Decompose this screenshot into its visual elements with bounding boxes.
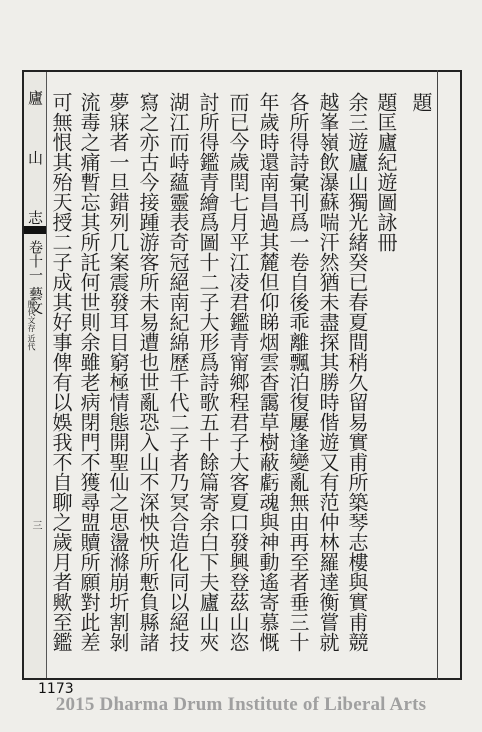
text-column: 各所得詩彙刊爲一卷自後乖離飄泊復屢逢變亂無由再至者垂三十 bbox=[286, 92, 310, 652]
text-column: 年歲時還南昌過其麓但仰睇烟雲杳靄草樹蔽虧魂與神動遙寄慕慨 bbox=[256, 92, 280, 652]
header-divider bbox=[437, 70, 438, 680]
gutter-book-char-2: 山 bbox=[26, 150, 44, 165]
text-column: 可無恨其殆天授二子成其好事俾有以娛我不自聊之歲月者歟至鑑 bbox=[49, 92, 73, 652]
text-column: 湖江而峙蘊靈表奇冠絕南紀綿歷千代二子者乃冥合造化同以絕技 bbox=[166, 92, 190, 652]
text-column: 越峯嶺飲瀑蘇喘汗然猶未盡探其勝時偕遊又有范仲林羅達衡嘗就 bbox=[316, 92, 340, 652]
gutter-subsection: 歷代文存 近代 bbox=[27, 300, 36, 351]
gutter-divider bbox=[46, 72, 47, 678]
right-rule bbox=[460, 70, 462, 680]
text-column: 夢寐者一旦錯列几案震發耳目窮極情態開聖仙之思盪滌崩圻割剝 bbox=[106, 92, 130, 652]
genre-label: 題 bbox=[409, 92, 433, 112]
gutter-book-char-3: 志 bbox=[26, 210, 44, 225]
gutter-band bbox=[24, 226, 46, 234]
text-column: 而已今歲閏七月平江凌君鑑青甯鄉程君子大客夏口發興登茲山恣 bbox=[226, 92, 250, 652]
watermark: 2015 Dharma Drum Institute of Liberal Arts bbox=[55, 694, 427, 715]
top-rule bbox=[22, 70, 462, 72]
text-column-title: 題匡廬紀遊圖詠冊 bbox=[374, 92, 398, 252]
gutter-folio: 三 bbox=[30, 520, 41, 530]
text-column: 寫之亦古今接踵游客所未易遭也世亂恐入山不深怏怏所慙負縣諸 bbox=[136, 92, 160, 652]
page-number: 1173 bbox=[38, 681, 74, 697]
gutter-book-char-1: 廬 bbox=[26, 90, 44, 105]
text-column: 余三遊廬山獨光緒癸已春夏間稍久留易實甫所築琴志樓與實甫競 bbox=[345, 92, 369, 652]
gutter-section: 卷十一 藝文 bbox=[27, 240, 43, 315]
bottom-rule bbox=[22, 678, 462, 680]
text-column: 流毒之痛暫忘其所託何世則余雖老病閉門不獲尋盟贖所願對此差 bbox=[77, 92, 101, 652]
text-column: 討所得鑑青繪爲圖十二子大形爲詩歌五十餘篇寄余白下夫廬山夾 bbox=[196, 92, 220, 652]
